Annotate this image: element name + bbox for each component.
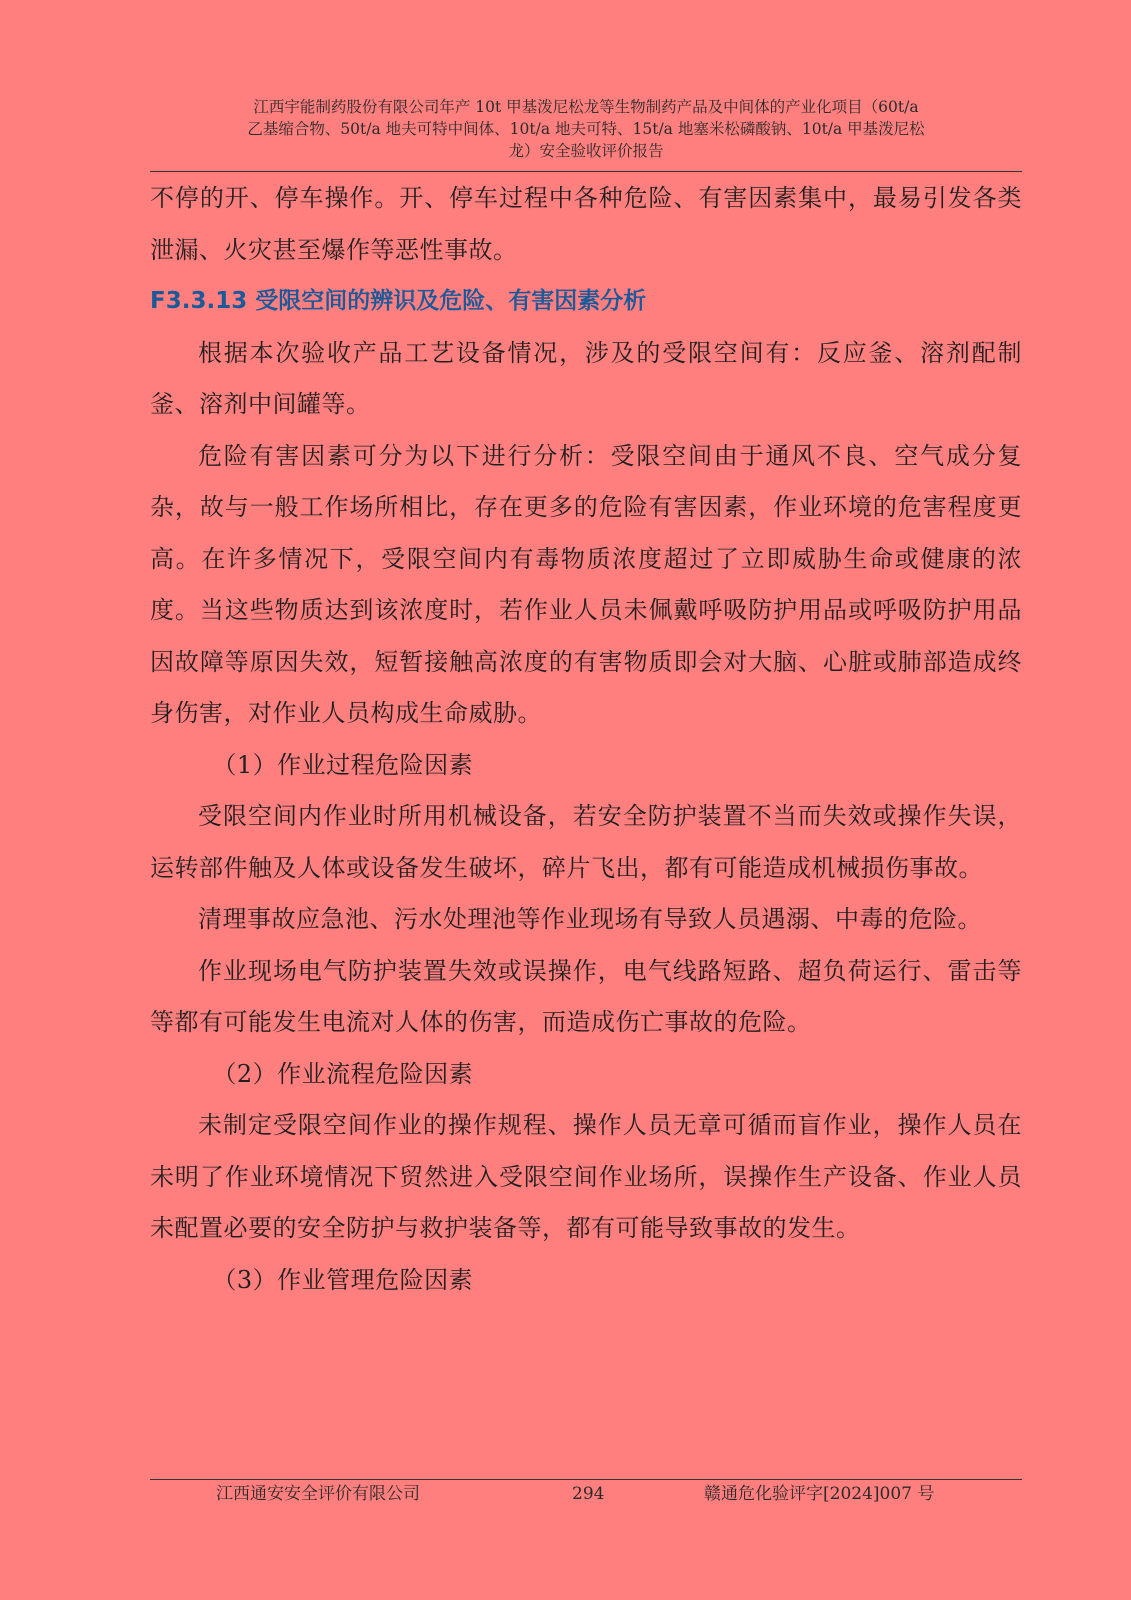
body-text — [150, 173, 1022, 1306]
paragraph-sub1-electrical: 作业现场电气防护装置失效或误操作，电气线路短路、超负荷运行、雷击等等都有可能发生电流对人体的伤害，而造成伤亡事故的危险。 — [150, 956, 1022, 1036]
footer-company: 江西通安安全评价有限公司 — [216, 1484, 420, 1504]
header-divider — [150, 171, 1022, 172]
page-number: 294 — [572, 1484, 605, 1504]
header-title-line2: 乙基缩合物、50t/a 地夫可特中间体、10t/a 地夫可特、15t/a 地塞米松磷酸钠、10t/a 甲基泼尼松 — [247, 120, 925, 138]
page-header — [150, 96, 1022, 162]
header-title-line3: 龙）安全验收评价报告 — [508, 142, 664, 160]
section-heading: F3.3.13 受限空间的辨识及危险、有害因素分析 — [150, 288, 647, 314]
subsection-3-title: （3）作业管理危险因素 — [212, 1265, 474, 1294]
paragraph-sub2-procedure: 未制定受限空间作业的操作规程、操作人员无章可循而盲作业，操作人员在未明了作业环境情况下贸然进入受限空间作业场所，误操作生产设备、作业人员未配置必要的安全防护与救护装备等，都有可能导致事故的发生。 — [150, 1111, 1022, 1242]
paragraph-continuation: 不停的开、停车操作。开、停车过程中各种危险、有害因素集中，最易引发各类泄漏、火灾甚至爆作等恶性事故。 — [150, 184, 1022, 264]
paragraph-hazards: 危险有害因素可分为以下进行分析：受限空间由于通风不良、空气成分复杂，故与一般工作场所相比，存在更多的危险有害因素，作业环境的危害程度更高。在许多情况下，受限空间内有毒物质浓度超过了立即威胁生命或健康的浓度。当这些物质达到该浓度时，若作业人员未佩戴呼吸防护用品或呼吸防护用品因故障等原因失效，短暂接触高浓度的有害物质即会对大脑、心脏或肺部造成终身伤害，对作业人员构成生命威胁。 — [150, 441, 1022, 727]
subsection-2-title: （2）作业流程危险因素 — [212, 1059, 474, 1088]
footer-divider — [150, 1479, 1022, 1480]
paragraph-sub1-machinery: 受限空间内作业时所用机械设备，若安全防护装置不当而失效或操作失误，运转部件触及人体或设备发生破坏，碎片飞出，都有可能造成机械损伤事故。 — [150, 802, 1022, 882]
header-title-line1: 江西宇能制药股份有限公司年产 10t 甲基泼尼松龙等生物制药产品及中间体的产业化项目（60t/a — [253, 98, 919, 116]
paragraph-scope: 根据本次验收产品工艺设备情况，涉及的受限空间有：反应釜、溶剂配制釜、溶剂中间罐等。 — [150, 338, 1022, 418]
footer-doc-number: 赣通危化验评字[2024]007 号 — [704, 1484, 935, 1504]
paragraph-sub1-drowning: 清理事故应急池、污水处理池等作业现场有导致人员遇溺、中毒的危险。 — [198, 905, 982, 933]
subsection-1-title: （1）作业过程危险因素 — [212, 750, 474, 779]
